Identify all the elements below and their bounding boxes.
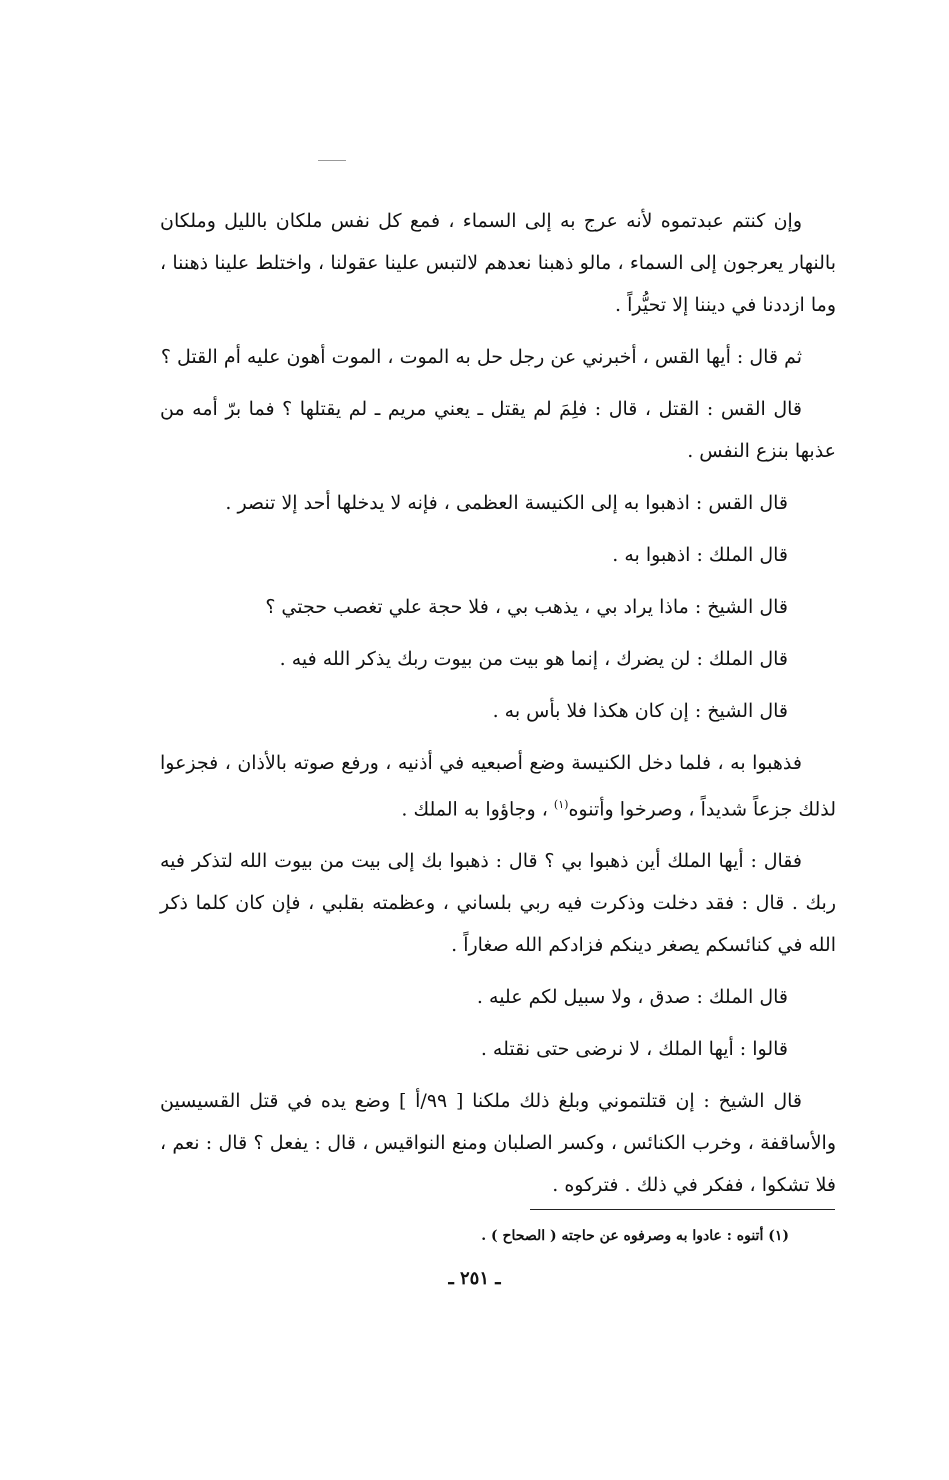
page-number: ـ ٢٥١ ـ [448,1268,501,1289]
paragraph-3: قال القس : القتل ، قال : فلِمَ لم يقتل ـ يعني مريم ـ لم يقتلها ؟ فما برّ أمه من عذبها بنزع النفس . [160,398,836,462]
paragraph-11: قال الملك : صدق ، ولا سبيل لكم عليه . [476,986,788,1009]
footnote-divider [530,1209,835,1210]
paragraph-6: قال الشيخ : ماذا يراد بي ، يذهب بي ، فلا حجة علي تغصب حجتي ؟ [265,596,788,618]
paragraph-13: قال الشيخ : إن قتلتموني وبلغ ذلك ملكنا [ ٩٩/أ ] وضع يده في قتل القسيسين والأساقفة ، وخرب الكنائس ، وكسر الصلبان ومنع النواقيس ، قال : يفعل ؟ قال : نعم ، فلا تشكوا ، ففكر في ذلك . فتركوه . [160,1090,836,1197]
paragraph-9-tail: ، وجاؤوا به الملك . [401,798,554,821]
footnote-reference: (١) [553,798,569,811]
paragraph-1: وإن كنتم عبدتموه لأنه عرج به إلى السماء ، فمع كل نفس ملكان بالليل وملكان بالنهار يعرجون إلى السماء ، مالو ذهبنا نعدهم لالتبس علينا عقولنا ، واختلط علينا ذهننا ، وما ازددنا في ديننا إلا تحيُّراً . [160,210,836,316]
paragraph-4: قال القس : اذهبوا به إلى الكنيسة العظمى ، فإنه لا يدخلها أحد إلا تنصر . [225,492,788,514]
paragraph-12: قالوا : أيها الملك ، لا نرضى حتى نقتله . [480,1038,788,1061]
paragraph-10: فقال : أيها الملك أين ذهبوا بي ؟ قال : ذهبوا بك إلى بيت من بيوت الله لتذكر فيه ربك . قال : فقد دخلت وذكرت فيه ربي بلساني ، وعظمته بقلبي ، فإن كان كلما ذكر الله في كنائسكم يصغر دينكم فزادكم الله صغاراً . [160,850,836,957]
footnote-text: (١) أتنوه : عادوا به وصرفوه عن حاجته ( الصحاح ) . [481,1228,789,1244]
paragraph-5: قال الملك : اذهبوا به . [612,544,788,566]
main-text [160,200,836,1206]
header-mark [318,160,346,161]
paragraph-8: قال الشيخ : إن كان هكذا فلا بأس به . [492,700,788,722]
paragraph-9-text: فذهبوا به ، فلما دخل الكنيسة وضع أصبعيه في أذنيه ، ورفع صوته بالأذان ، فجزعوا لذلك جزعاً شديداً ، وصرخوا وأتنوه [160,752,836,821]
paragraph-9 [160,742,836,830]
paragraph-7: قال الملك : لن يضرك ، إنما هو بيت من بيوت ربك يذكر الله فيه . [279,648,788,670]
paragraph-2: ثم قال : أيها القس ، أخبرني عن رجل حل به الموت ، الموت أهون عليه أم القتل ؟ [160,346,802,368]
